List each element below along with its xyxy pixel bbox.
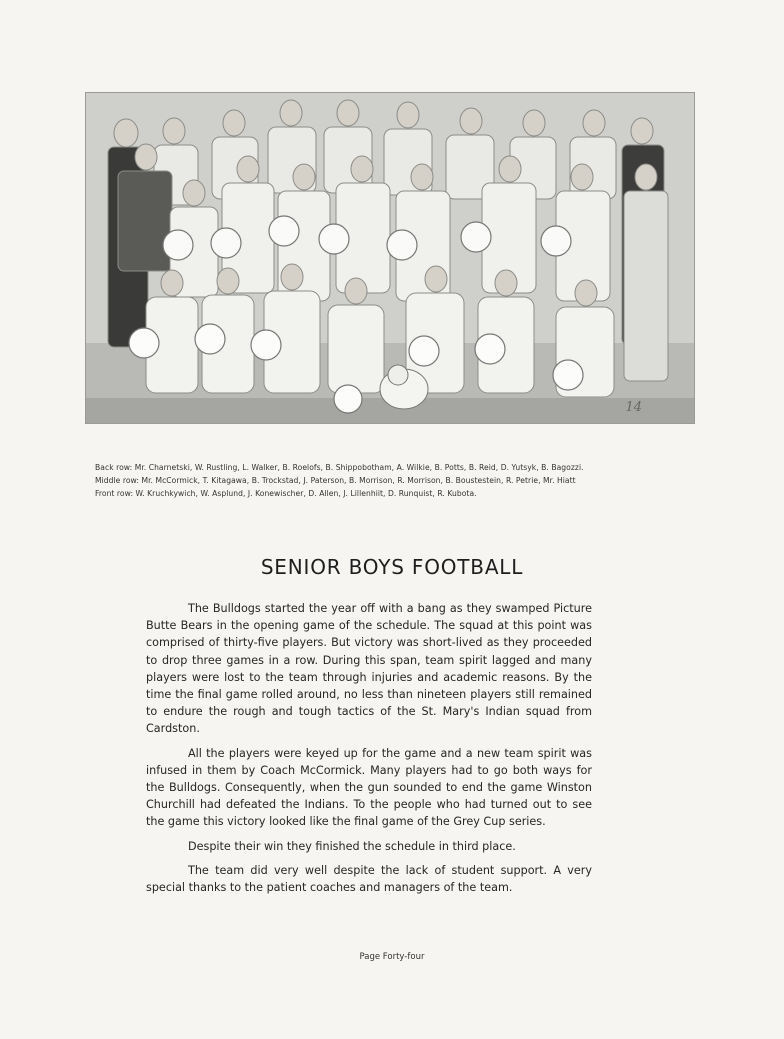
team-photo-illustration [86,93,694,423]
paragraph: The team did very well despite the lack of student support. A very special thanks to the patient coaches and managers of the team. [146,863,592,895]
caption-front-row: Front row: W. Kruchkywich, W. Asplund, J. Konewischer, D. Allen, J. Lillenhiit, D. Runquist, R. Kubota. [95,489,477,498]
caption-back-row: Back row: Mr. Charnetski, W. Rustling, L. Walker, B. Roelofs, B. Shippobotham, A. Wilkie, B. Potts, B. Reid, D. Yutsyk, B. Bagozzi. [95,463,584,472]
paragraph: Despite their win they finished the schedule in third place. [188,839,516,853]
photo-caption [95,461,695,500]
page-number: Page Forty-four [359,952,425,962]
article-body [146,600,592,903]
photo-negative-number: 14 [625,400,642,415]
page-title: SENIOR BOYS FOOTBALL [260,555,524,579]
caption-middle-row: Middle row: Mr. McCormick, T. Kitagawa, B. Trockstad, J. Paterson, B. Morrison, R. Morrison, B. Boustestein, R. Petrie, Mr. Hiatt [95,476,576,485]
team-photo [85,92,695,424]
paragraph: The Bulldogs started the year off with a bang as they swamped Picture Butte Bears in the opening game of the schedule. The squad at this point was comprised of thirty-five players. But victory was short-lived as they proceeded to drop three games in a row. During this span, team spirit lagged and many players were lost to the team through injuries and academic reasons. By the time the final game rolled around, no less than nineteen players still remained to endure the rough and tough tactics of the St. Mary's Indian squad from Cardston. [146,602,592,736]
paragraph: All the players were keyed up for the game and a new team spirit was infused in them by Coach McCormick. Many players had to go both ways for the Bulldogs. Consequently, when the gun sounded to end the game Winston Churchill had defeated the Indians. To the people who had turned out to see the game this victory looked like the final game of the Grey Cup series. [146,746,592,829]
